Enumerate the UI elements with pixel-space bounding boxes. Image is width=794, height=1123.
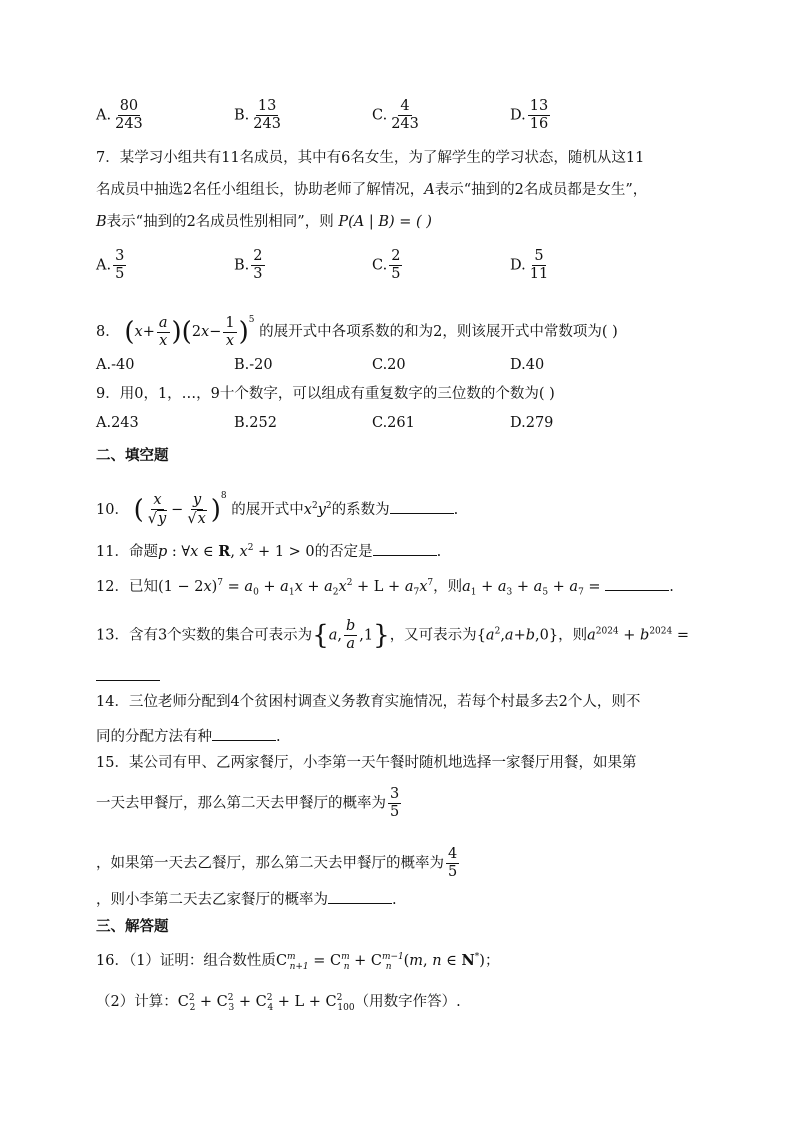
q9-option-c: C.261	[372, 415, 415, 431]
q6-option-c: C. $\frac{4}{243}$	[372, 98, 419, 132]
q11-line: 11．命题p : ∀x ∈ R, $x^2 + 1 > 0$的否定是 .	[96, 538, 441, 562]
q14-answer-blank[interactable]	[212, 724, 276, 741]
section-fill-in-heading: 二、填空题	[96, 448, 169, 464]
q7-line-3: B表示“抽到的2名成员性别相同”，则 P(A | B) = ( )	[96, 214, 432, 230]
q7-line-1: 7．某学习小组共有11名成员，其中有6名女生，为了解学生的学习状态，随机从这11	[96, 150, 645, 166]
q13-answer-blank[interactable]	[96, 664, 160, 681]
q8-option-c: C.20	[372, 357, 406, 373]
q6-option-d: D. $\frac{13}{16}$	[510, 98, 549, 132]
q7-line-2: 名成员中抽选2名任小组组长，协助老师了解情况，A表示“抽到的2名成员都是女生”，	[96, 182, 648, 198]
q8-expression: (x+ $\frac{a}{x}$ )(2x− $\frac{1}{x}$ )$^5$	[124, 314, 255, 349]
q13-line: 13．含有3个实数的集合可表示为{a, $\frac{b}{a}$ ,1}，又可表示为$\{a^2,a+b,0\}$，则$a^{2024} + b^{2024}$ =	[96, 618, 689, 652]
q7-option-a: A. $\frac{3}{5}$	[96, 248, 125, 282]
q8-option-b: B.-20	[234, 357, 273, 373]
section-solution-heading: 三、解答题	[96, 919, 169, 935]
q15-line-4: ，则小李第二天去乙家餐厅的概率为 .	[96, 887, 397, 910]
q15-answer-blank[interactable]	[328, 887, 392, 904]
q14-line-1: 14．三位老师分配到4个贫困村调查义务教育实施情况，若每个村最多去2个人，则不	[96, 694, 641, 710]
q9-option-a: A.243	[96, 415, 139, 431]
q6-option-b: B. $\frac{13}{243}$	[234, 98, 281, 132]
q15-line-2: 一天去甲餐厅，那么第二天去甲餐厅的概率为 $\frac{3}{5}$	[96, 786, 400, 820]
q9-option-b: B.252	[234, 415, 277, 431]
q13-answer-line	[96, 664, 160, 687]
q11-answer-blank[interactable]	[373, 539, 437, 556]
q9-line: 9．用0，1，…，9十个数字，可以组成有重复数字的三位数的个数为( )	[96, 386, 555, 402]
q12-answer-blank[interactable]	[605, 574, 669, 591]
q7-option-b: B. $\frac{2}{3}$	[234, 248, 263, 282]
q9-option-d: D.279	[510, 415, 554, 431]
q16-line-1: 16．（1）证明：组合数性质$C^m_{n+1} = C^m_n + C^{m-1}_n$ (m, n ∈ N*)；	[96, 951, 500, 972]
q8-option-a: A.-40	[96, 357, 135, 373]
q8-option-d: D.40	[510, 357, 545, 373]
q8-line: 8． (x+ $\frac{a}{x}$ )(2x− $\frac{1}{x}$ )$^5$ 的展开式中各项系数的和为2，则该展开式中常数项为( )	[96, 314, 618, 349]
q10-line: 10． ( $\frac{x}{√y}$ − $\frac{y}{√x}$ )$^8$ 的展开式中$x^2y^2$的系数为 .	[96, 491, 459, 527]
q10-answer-blank[interactable]	[390, 497, 454, 514]
q6-option-a: A. $\frac{80}{243}$	[96, 98, 143, 132]
q15-line-3: ，如果第一天去乙餐厅，那么第二天去甲餐厅的概率为 $\frac{4}{5}$	[96, 846, 458, 880]
q7-option-d: D. $\frac{5}{11}$	[510, 248, 549, 282]
q15-line-1: 15．某公司有甲、乙两家餐厅，小李第一天午餐时随机地选择一家餐厅用餐，如果第	[96, 755, 637, 771]
q12-line: 12．已知$(1 - 2x)^7 = a_0 + a_1x + a_2x^2 + L + a_7x^7$，则$a_1 + a_3 + a_5 + a_7$ = .	[96, 573, 674, 603]
q7-option-c: C. $\frac{2}{5}$	[372, 248, 401, 282]
q7-formula: P(A | B) = ( )	[338, 214, 432, 230]
q14-line-2: 同的分配方法有种 .	[96, 724, 281, 747]
q10-expression: ( $\frac{x}{√y}$ − $\frac{y}{√x}$ )$^8$	[133, 491, 227, 527]
q16-line-2: （2）计算：$C^2_2 + C^2_3 + C^2_4 + L + C^2_{100}$（用数字作答）.	[96, 993, 461, 1013]
